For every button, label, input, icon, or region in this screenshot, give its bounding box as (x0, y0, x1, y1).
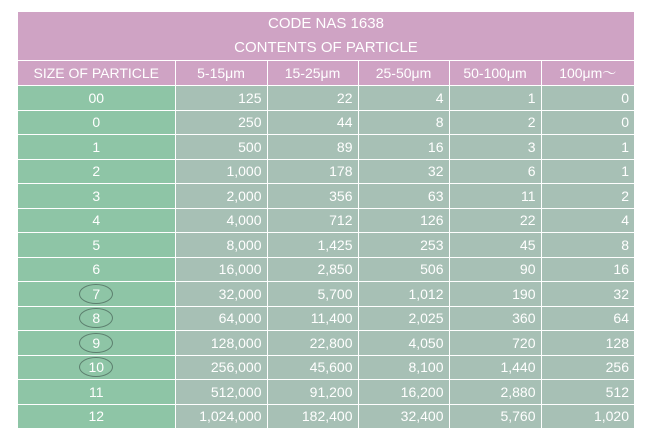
size-class-label: 10 (88, 359, 105, 376)
table-row (18, 257, 634, 282)
particle-count-cell: 720 (449, 331, 541, 356)
particle-count-cell: 90 (449, 257, 541, 282)
column-header-5-15: 5-15μm (175, 61, 267, 86)
size-class-cell (18, 233, 175, 258)
particle-count-cell: 22 (267, 86, 358, 111)
table-row (18, 135, 634, 160)
particle-count-cell: 1,440 (449, 355, 541, 380)
particle-count-cell: 2 (541, 184, 634, 209)
particle-count-cell: 126 (358, 208, 449, 233)
size-class-label: 0 (92, 114, 101, 131)
particle-count-cell: 360 (449, 306, 541, 331)
particle-count-cell: 22,800 (267, 331, 358, 356)
particle-count-cell: 4 (541, 208, 634, 233)
particle-count-cell: 178 (267, 159, 358, 184)
particle-count-cell: 128,000 (175, 331, 267, 356)
particle-count-cell: 256 (541, 355, 634, 380)
size-class-cell (18, 380, 175, 405)
size-class-label: 6 (92, 261, 101, 278)
particle-count-cell: 2,025 (358, 306, 449, 331)
table-row (18, 184, 634, 209)
particle-count-cell: 5,760 (449, 404, 541, 428)
table-row (18, 208, 634, 233)
size-class-label: 3 (92, 187, 101, 204)
size-class-cell (18, 404, 175, 428)
size-class-cell (18, 159, 175, 184)
size-class-label: 2 (92, 163, 101, 180)
table-row (18, 110, 634, 135)
size-class-cell (18, 86, 175, 111)
size-class-cell (18, 306, 175, 331)
particle-count-cell: 64 (541, 306, 634, 331)
size-class-label: 11 (88, 383, 104, 400)
table-row (18, 380, 634, 405)
particle-count-cell: 91,200 (267, 380, 358, 405)
particle-count-cell: 356 (267, 184, 358, 209)
size-class-cell (18, 331, 175, 356)
column-header-25-50: 25-50μm (358, 61, 449, 86)
particle-count-cell: 182,400 (267, 404, 358, 428)
particle-count-cell: 2,850 (267, 257, 358, 282)
size-class-cell (18, 355, 175, 380)
nas-1638-table-container (18, 12, 634, 428)
size-class-label: 1 (92, 138, 101, 155)
particle-count-cell: 256,000 (175, 355, 267, 380)
particle-count-cell: 64,000 (175, 306, 267, 331)
size-class-cell (18, 184, 175, 209)
particle-count-cell: 44 (267, 110, 358, 135)
table-body (18, 86, 634, 429)
particle-count-cell: 125 (175, 86, 267, 111)
particle-count-cell: 1 (541, 135, 634, 160)
particle-count-cell: 1,024,000 (175, 404, 267, 428)
table-row (18, 159, 634, 184)
particle-count-cell: 253 (358, 233, 449, 258)
particle-count-cell: 1,425 (267, 233, 358, 258)
particle-count-cell: 506 (358, 257, 449, 282)
particle-count-cell: 4 (358, 86, 449, 111)
particle-count-cell: 32 (358, 159, 449, 184)
table-row (18, 282, 634, 307)
table-row (18, 404, 634, 428)
particle-count-cell: 16,200 (358, 380, 449, 405)
particle-count-cell: 1 (449, 86, 541, 111)
column-header-15-25: 15-25μm (267, 61, 358, 86)
particle-count-cell: 16 (541, 257, 634, 282)
table-title: CODE NAS 1638 (18, 12, 634, 36)
size-class-label: 5 (92, 236, 101, 253)
size-class-label: 7 (92, 285, 101, 302)
size-class-cell (18, 208, 175, 233)
particle-count-cell: 22 (449, 208, 541, 233)
particle-count-cell: 2,880 (449, 380, 541, 405)
table-row (18, 86, 634, 111)
particle-count-cell: 512 (541, 380, 634, 405)
particle-count-cell: 512,000 (175, 380, 267, 405)
particle-count-cell: 6 (449, 159, 541, 184)
particle-count-cell: 89 (267, 135, 358, 160)
size-class-cell (18, 135, 175, 160)
particle-count-cell: 8 (541, 233, 634, 258)
table-subtitle: CONTENTS OF PARTICLE (18, 36, 634, 60)
particle-count-cell: 250 (175, 110, 267, 135)
column-header-50-100: 50-100μm (449, 61, 541, 86)
particle-count-cell: 32,400 (358, 404, 449, 428)
particle-count-cell: 8 (358, 110, 449, 135)
particle-count-cell: 16,000 (175, 257, 267, 282)
size-class-label: 4 (92, 212, 101, 229)
size-class-label: 00 (88, 89, 105, 106)
particle-count-cell: 45,600 (267, 355, 358, 380)
particle-count-cell: 16 (358, 135, 449, 160)
particle-contents-table (18, 60, 634, 428)
particle-count-cell: 0 (541, 86, 634, 111)
table-row (18, 306, 634, 331)
header-row (18, 61, 634, 86)
particle-count-cell: 500 (175, 135, 267, 160)
particle-count-cell: 5,700 (267, 282, 358, 307)
particle-count-cell: 32,000 (175, 282, 267, 307)
particle-count-cell: 2 (449, 110, 541, 135)
particle-count-cell: 11 (449, 184, 541, 209)
table-row (18, 233, 634, 258)
particle-count-cell: 712 (267, 208, 358, 233)
particle-count-cell: 128 (541, 331, 634, 356)
size-class-cell (18, 257, 175, 282)
particle-count-cell: 2,000 (175, 184, 267, 209)
table-row (18, 331, 634, 356)
size-class-cell (18, 282, 175, 307)
particle-count-cell: 32 (541, 282, 634, 307)
table-row (18, 355, 634, 380)
particle-count-cell: 1 (541, 159, 634, 184)
particle-count-cell: 8,100 (358, 355, 449, 380)
particle-count-cell: 0 (541, 110, 634, 135)
particle-count-cell: 190 (449, 282, 541, 307)
particle-count-cell: 1,000 (175, 159, 267, 184)
particle-count-cell: 8,000 (175, 233, 267, 258)
particle-count-cell: 4,050 (358, 331, 449, 356)
size-class-cell (18, 110, 175, 135)
particle-count-cell: 1,020 (541, 404, 634, 428)
size-class-label: 8 (92, 310, 101, 327)
column-header-100-plus: 100μm〜 (541, 61, 634, 86)
particle-count-cell: 45 (449, 233, 541, 258)
particle-count-cell: 4,000 (175, 208, 267, 233)
particle-count-cell: 63 (358, 184, 449, 209)
size-class-label: 9 (92, 334, 101, 351)
column-header-size: SIZE OF PARTICLE (18, 61, 175, 86)
particle-count-cell: 11,400 (267, 306, 358, 331)
particle-count-cell: 3 (449, 135, 541, 160)
size-class-label: 12 (88, 408, 105, 425)
particle-count-cell: 1,012 (358, 282, 449, 307)
